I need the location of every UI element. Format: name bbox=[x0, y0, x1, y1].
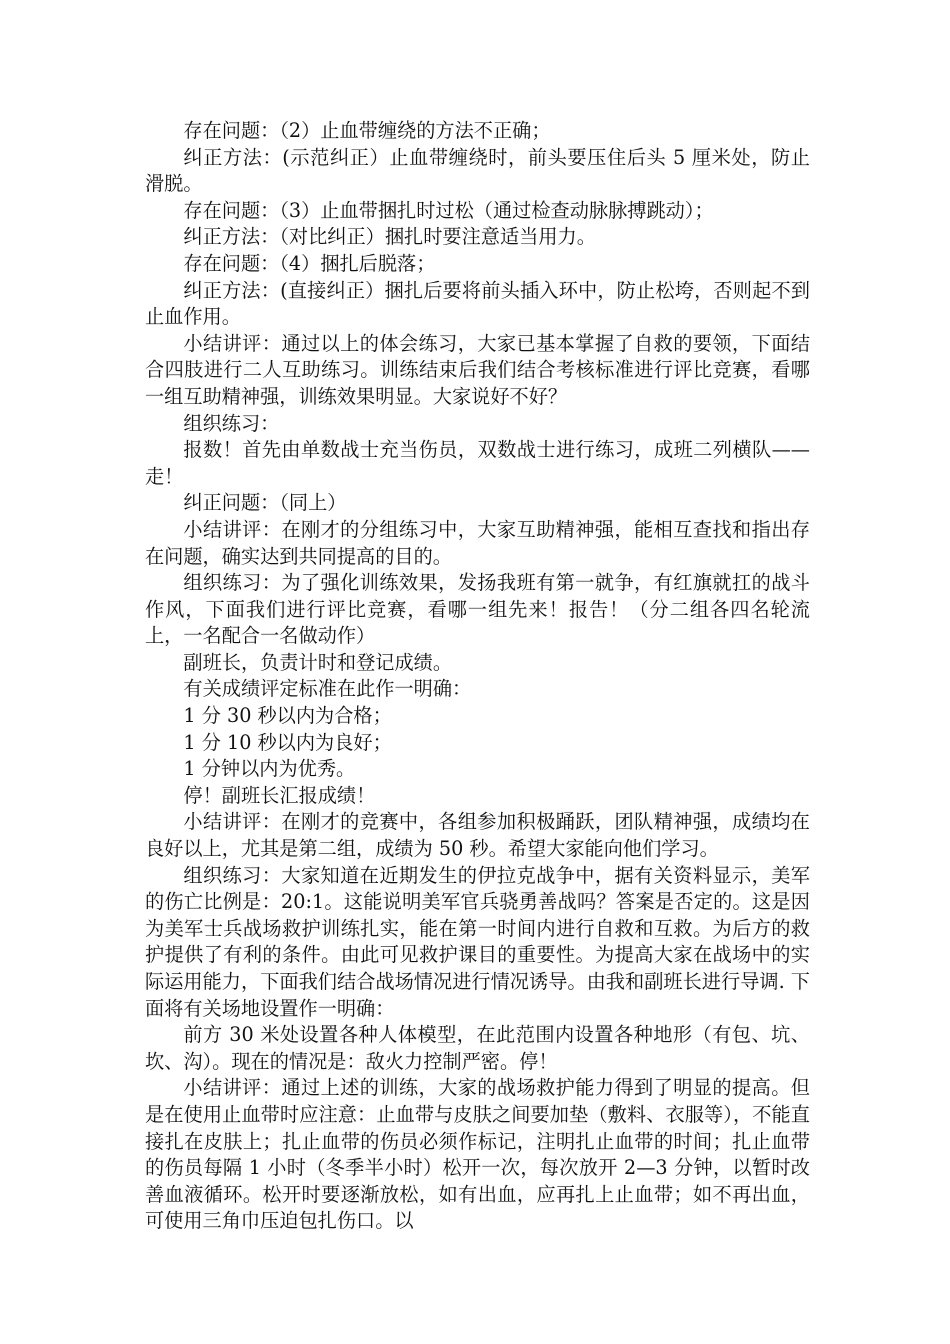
paragraph: 停！副班长汇报成绩！ bbox=[183, 783, 376, 807]
paragraph: 1 分 10 秒以内为良好； bbox=[183, 730, 392, 754]
paragraph: 组织练习：为了强化训练效果，发扬我班有第一就争，有红旗就扛的战斗作风，下面我们进行评比竞赛，看哪一组先来！报告！（分二组各四名轮流上，一名配合一名做动作） bbox=[145, 571, 810, 648]
paragraph: 组织练习： bbox=[183, 411, 280, 435]
paragraph: 小结讲评：在刚才的竞赛中，各组参加积极踊跃，团队精神强，成绩均在良好以上，尤其是第二组，成绩为 50 秒。希望大家能向他们学习。 bbox=[145, 810, 810, 861]
paragraph: 组织练习：大家知道在近期发生的伊拉克战争中，据有关资料显示，美军的伤亡比例是：20:1。这能说明美军官兵骁勇善战吗？答案是否定的。这是因为美军士兵战场救护训练扎实，能在第一时间内进行自救和互救。为后方的救护提供了有利的条件。由此可见救护课目的重要性。为提高大家在战场中的实际运用能力，下面我们结合战场情况进行情况诱导。由我和副班长进行导调. 下面将有关场地设置作一明确： bbox=[145, 863, 810, 1020]
paragraph: 小结讲评：通过以上的体会练习，大家已基本掌握了自救的要领，下面结合四肢进行二人互助练习。训练结束后我们结合考核标准进行评比竞赛，看哪一组互助精神强，训练效果明显。大家说好不好？ bbox=[145, 331, 810, 408]
paragraph: 小结讲评：在刚才的分组练习中，大家互助精神强，能相互查找和指出存在问题，确实达到共同提高的目的。 bbox=[145, 517, 810, 568]
paragraph: 1 分钟以内为优秀。 bbox=[183, 757, 356, 781]
paragraph: 副班长，负责计时和登记成绩。 bbox=[183, 650, 453, 674]
paragraph: 前方 30 米处设置各种人体模型，在此范围内设置各种地形（有包、坑、坎、沟）。现在的情况是：敌火力控制严密。停！ bbox=[145, 1023, 810, 1073]
paragraph: 有关成绩评定标准在此作一明确： bbox=[183, 677, 472, 701]
paragraph: 存在问题：（4）捆扎后脱落； bbox=[183, 251, 436, 275]
paragraph: 存在问题：（3）止血带捆扎时过松（通过检查动脉脉搏跳动）； bbox=[183, 198, 714, 222]
paragraph: 小结讲评：通过上述的训练，大家的战场救护能力得到了明显的提高。但是在使用止血带时应注意：止血带与皮肤之间要加垫（敷料、衣服等），不能直接扎在皮肤上；扎止血带的伤员必须作标记，注明扎止血带的时间；扎止血带的伤员每隔 1 小时（冬季半小时）松开一次，每次放开 2—3 分钟，以暂时改善血液循环。松开时要逐渐放松，如有出血，应再扎上止血带；如不再出血，可使用三角巾压迫包扎伤口。以 bbox=[145, 1076, 810, 1233]
paragraph: 存在问题：（2）止血带缠绕的方法不正确； bbox=[183, 119, 551, 142]
paragraph: 1 分 30 秒以内为合格； bbox=[183, 704, 392, 728]
paragraph: 纠正方法：(直接纠正）捆扎后要将前头插入环中，防止松垮，否则起不到止血作用。 bbox=[145, 278, 810, 329]
paragraph: 纠正方法：(示范纠正）止血带缠绕时，前头要压住后头 5 厘米处，防止滑脱。 bbox=[145, 145, 810, 196]
paragraph: 纠正问题：（同上） bbox=[183, 491, 347, 515]
document-page bbox=[145, 118, 810, 1235]
paragraph: 纠正方法：（对比纠正）捆扎时要注意适当用力。 bbox=[183, 225, 596, 249]
paragraph: 报数！首先由单数战士充当伤员，双数战士进行练习，成班二列横队——走！ bbox=[145, 438, 810, 488]
